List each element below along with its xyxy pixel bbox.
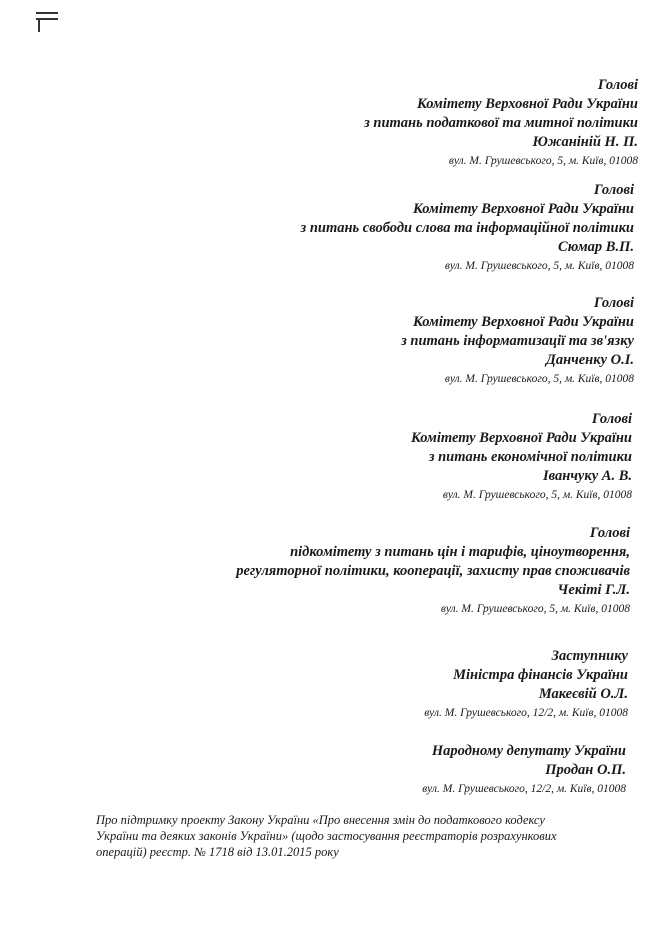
recipient-line: Міністра фінансів України [453, 667, 628, 683]
scan-mark [36, 8, 58, 32]
recipient-title: Голові [589, 525, 630, 541]
recipient-block [424, 647, 628, 722]
subject-line: України та деяких законів України» (щодо застосування реєстраторів розрахункових [96, 829, 557, 843]
recipient-title: Голові [591, 411, 632, 427]
recipient-block [364, 76, 638, 170]
recipient-address: вул. М. Грушевського, 12/2, м. Київ, 01008 [422, 783, 626, 795]
recipient-line: з питань податкової та митної політики [364, 115, 638, 131]
recipient-line: з питань свободи слова та інформаційної політики [300, 220, 634, 236]
recipient-block [401, 294, 634, 388]
recipient-line: з питань економічної політики [428, 449, 632, 465]
recipient-title: Голові [597, 77, 638, 93]
recipient-block [411, 410, 632, 504]
recipient-block [301, 181, 634, 275]
recipient-name: Данченку О.І. [545, 352, 634, 368]
subject-line: операцій) реєстр. № 1718 від 13.01.2015 року [96, 845, 339, 859]
recipient-name: Чекіті Г.Л. [557, 582, 630, 598]
recipient-block [422, 742, 626, 798]
recipient-name: Макеєвій О.Л. [538, 686, 628, 702]
recipient-title: Голові [593, 295, 634, 311]
recipient-name: Сюмар В.П. [558, 239, 634, 255]
recipient-name: Продан О.П. [545, 762, 626, 778]
recipient-line: Комітету Верховної Ради України [416, 96, 638, 112]
recipient-title: Голові [593, 182, 634, 198]
recipient-address: вул. М. Грушевського, 5, м. Київ, 01008 [444, 373, 634, 385]
letter-subject [96, 812, 616, 860]
recipient-block [236, 524, 630, 618]
recipient-line: регуляторної політики, кооперації, захисту прав споживачів [236, 563, 630, 579]
scan-mark-line [36, 12, 58, 14]
recipient-address: вул. М. Грушевського, 5, м. Київ, 01008 [442, 489, 632, 501]
recipient-address: вул. М. Грушевського, 12/2, м. Київ, 01008 [424, 707, 628, 719]
recipient-address: вул. М. Грушевського, 5, м. Київ, 01008 [448, 155, 638, 167]
recipient-line: Комітету Верховної Ради України [412, 201, 634, 217]
recipient-title: Заступнику [551, 648, 628, 664]
recipient-title: Народному депутату України [431, 743, 626, 759]
recipient-address: вул. М. Грушевського, 5, м. Київ, 01008 [444, 260, 634, 272]
recipient-line: з питань інформатизації та зв'язку [401, 333, 634, 349]
scan-mark-line [38, 18, 40, 32]
recipient-line: Комітету Верховної Ради України [412, 314, 634, 330]
subject-line: Про підтримку проекту Закону України «Про внесення змін до податкового кодексу [96, 813, 545, 827]
recipient-name: Іванчуку А. В. [543, 468, 632, 484]
recipient-name: Южаніній Н. П. [532, 134, 638, 150]
recipient-address: вул. М. Грушевського, 5, м. Київ, 01008 [440, 603, 630, 615]
recipient-line: підкомітету з питань цін і тарифів, ціноутворення, [290, 544, 630, 560]
recipient-line: Комітету Верховної Ради України [410, 430, 632, 446]
